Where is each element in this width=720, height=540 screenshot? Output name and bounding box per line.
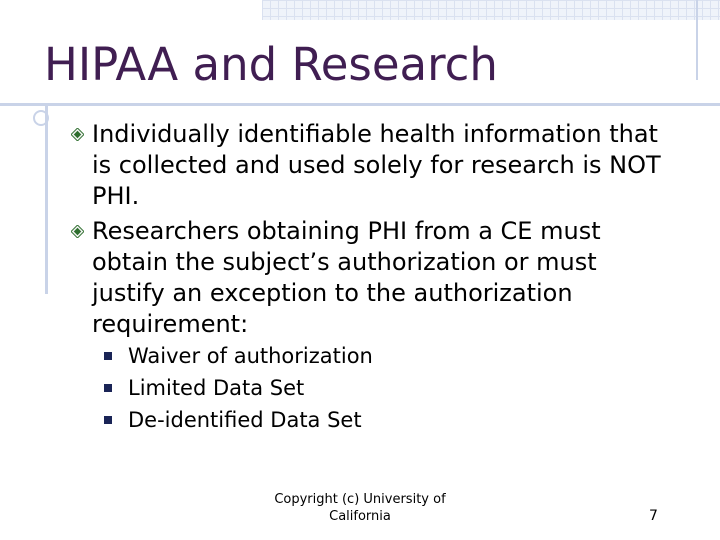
sub-bullet-list: [104, 340, 373, 436]
page-number: 7: [649, 508, 658, 524]
bullet-item: [92, 119, 662, 212]
slide-title: HIPAA and Research: [44, 38, 498, 91]
sub-bullet-item: [104, 340, 373, 372]
square-bullet-icon: [104, 352, 112, 360]
diamond-bullet-icon: [71, 128, 84, 141]
copyright-footer: Copyright (c) University of California: [274, 492, 446, 524]
decorative-vertical-line: [696, 0, 698, 80]
diamond-bullet-icon: [71, 225, 84, 238]
decorative-horizontal-line: [0, 103, 720, 106]
decorative-grid: [262, 0, 720, 20]
sub-bullet-text: De-identified Data Set: [128, 408, 362, 432]
square-bullet-icon: [104, 384, 112, 392]
sub-bullet-text: Waiver of authorization: [128, 344, 373, 368]
bullet-text: Researchers obtaining PHI from a CE must obtain the subject’s authorization or must justify an exception to the authorization requirement:: [92, 217, 601, 338]
decorative-circle: [33, 110, 49, 126]
sub-bullet-text: Limited Data Set: [128, 376, 305, 400]
decorative-vertical-line-left: [45, 104, 48, 294]
square-bullet-icon: [104, 416, 112, 424]
sub-bullet-item: [104, 404, 373, 436]
sub-bullet-item: [104, 372, 373, 404]
bullet-item: [92, 216, 662, 340]
bullet-text: Individually identifiable health information that is collected and used solely for research is NOT PHI.: [92, 120, 661, 210]
